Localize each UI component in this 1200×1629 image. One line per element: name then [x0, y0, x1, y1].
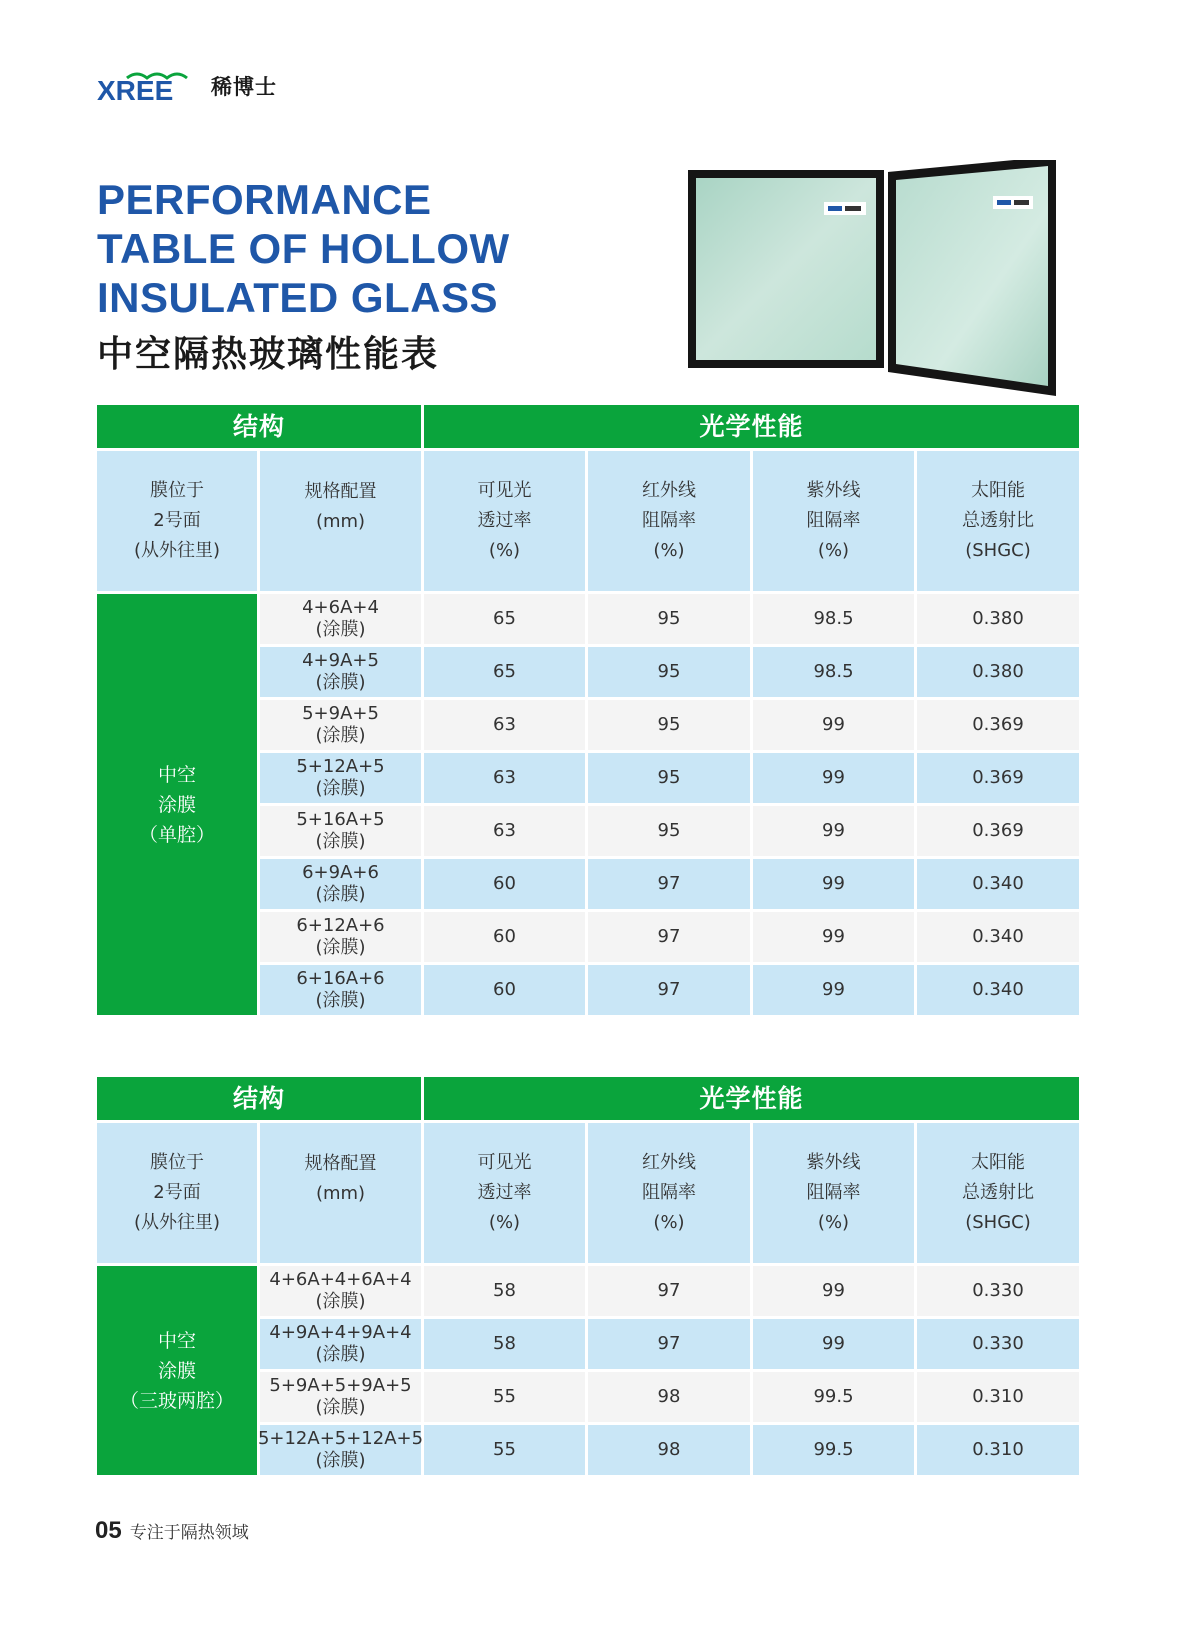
header-text: (%)	[817, 1212, 850, 1233]
header-text: 阻隔率	[806, 1182, 861, 1203]
group-label-text: 涂膜	[157, 1359, 196, 1382]
header-text: 红外线	[642, 480, 696, 501]
cell-ultraviolet: 98.5	[753, 594, 914, 644]
header-text: (从外往里)	[133, 1212, 221, 1233]
cell-spec	[257, 1425, 424, 1475]
cell-spec	[260, 965, 421, 1015]
cell-infrared: 98	[588, 1425, 750, 1475]
header-shgc	[917, 451, 1079, 591]
coat-text: (涂膜)	[315, 725, 366, 746]
coat-text: (涂膜)	[315, 990, 366, 1011]
header-text: (SHGC)	[965, 540, 1031, 561]
coat-text: (涂膜)	[315, 937, 366, 958]
cell-ultraviolet: 99	[753, 753, 914, 803]
header-text: 膜位于	[150, 480, 204, 501]
header-text: 透过率	[477, 510, 532, 531]
cell-ultraviolet: 99	[753, 912, 914, 962]
header-text: (%)	[653, 540, 685, 561]
header-text: 透过率	[477, 1182, 532, 1203]
cell-shgc: 0.330	[917, 1319, 1079, 1369]
cell-visible: 60	[424, 965, 585, 1015]
page-number: 05	[95, 1517, 122, 1544]
coat-text: (涂膜)	[315, 672, 366, 693]
header-text: (%)	[488, 1212, 521, 1233]
cell-ultraviolet: 99	[753, 1319, 914, 1369]
spec-text: 5+9A+5	[302, 703, 379, 724]
cell-shgc: 0.369	[917, 753, 1079, 803]
cell-shgc: 0.340	[917, 859, 1079, 909]
band-optical: 光学性能	[424, 405, 1079, 448]
cell-ultraviolet: 99	[753, 965, 914, 1015]
cell-spec	[260, 806, 421, 856]
header-film-position	[97, 1123, 257, 1263]
coat-text: (涂膜)	[315, 884, 366, 905]
page-title-cn: 中空隔热玻璃性能表	[97, 334, 440, 375]
header-text: 红外线	[642, 1152, 696, 1173]
header-ultraviolet	[753, 451, 914, 591]
header-text: 规格配置	[304, 481, 377, 502]
title-en-line-3: INSULATED GLASS	[97, 274, 499, 321]
footer-slogan: 专注于隔热领域	[129, 1523, 249, 1543]
spec-text: 5+16A+5	[296, 809, 385, 830]
spec-text: 5+9A+5+9A+5	[269, 1375, 412, 1396]
cell-shgc: 0.340	[917, 912, 1079, 962]
logo-wordmark: XREE	[97, 75, 174, 104]
coat-text: (涂膜)	[315, 831, 366, 852]
spec-text: 5+12A+5+12A+5	[257, 1428, 424, 1449]
cell-ultraviolet: 98.5	[753, 647, 914, 697]
performance-table-single-cavity	[97, 405, 1084, 1015]
cell-spec	[260, 753, 421, 803]
cell-infrared: 95	[588, 594, 750, 644]
header-text: (%)	[817, 540, 850, 561]
coat-text: (涂膜)	[315, 1344, 366, 1365]
cell-spec	[260, 594, 421, 644]
cell-infrared: 95	[588, 753, 750, 803]
header-text: 总透射比	[962, 510, 1034, 531]
coat-text: (涂膜)	[315, 1291, 366, 1312]
cell-infrared: 95	[588, 647, 750, 697]
header-text: 可见光	[477, 1152, 532, 1173]
page-title-en	[97, 176, 510, 323]
cell-infrared: 97	[588, 1266, 750, 1316]
spec-text: 5+12A+5	[296, 756, 385, 777]
header-text: (%)	[653, 1212, 685, 1233]
group-label-text: 中空	[157, 763, 196, 786]
cell-visible: 60	[424, 859, 585, 909]
header-text: (SHGC)	[965, 1212, 1031, 1233]
group-label-text: （三玻两腔）	[119, 1389, 234, 1412]
cell-infrared: 97	[588, 1319, 750, 1369]
cell-shgc: 0.330	[917, 1266, 1079, 1316]
spec-text: 6+12A+6	[296, 915, 385, 936]
cell-infrared: 97	[588, 912, 750, 962]
cell-infrared: 95	[588, 700, 750, 750]
cell-spec	[260, 912, 421, 962]
cell-infrared: 97	[588, 859, 750, 909]
header-text: (从外往里)	[133, 540, 221, 561]
brand-name-cn: 稀博士	[211, 75, 277, 99]
cell-visible: 58	[424, 1319, 585, 1369]
header-text: 膜位于	[150, 1152, 204, 1173]
cell-visible: 58	[424, 1266, 585, 1316]
header-spec	[260, 451, 421, 591]
spec-text: 4+6A+4	[302, 597, 379, 618]
header-text: 太阳能	[971, 480, 1025, 501]
cell-ultraviolet: 99.5	[753, 1372, 914, 1422]
cell-visible: 63	[424, 806, 585, 856]
header-shgc	[917, 1123, 1079, 1263]
group-label-single-cavity	[97, 594, 257, 1015]
header-infrared	[588, 451, 750, 591]
cell-ultraviolet: 99	[753, 1266, 914, 1316]
cell-shgc: 0.369	[917, 700, 1079, 750]
cell-visible: 55	[424, 1425, 585, 1475]
header-infrared	[588, 1123, 750, 1263]
cell-shgc: 0.310	[917, 1425, 1079, 1475]
header-text: 阻隔率	[642, 1182, 696, 1203]
band-structure: 结构	[97, 1077, 421, 1120]
cell-infrared: 95	[588, 806, 750, 856]
group-label-text: 中空	[157, 1329, 196, 1352]
band-optical: 光学性能	[424, 1077, 1079, 1120]
coat-text: (涂膜)	[315, 778, 366, 799]
header-text: 紫外线	[806, 1152, 861, 1173]
cell-shgc: 0.369	[917, 806, 1079, 856]
cell-ultraviolet: 99.5	[753, 1425, 914, 1475]
cell-visible: 65	[424, 647, 585, 697]
coat-text: (涂膜)	[315, 1450, 366, 1471]
spec-text: 6+16A+6	[296, 968, 385, 989]
group-label-triple-glazed	[97, 1266, 257, 1475]
cell-spec	[260, 1266, 421, 1316]
cell-spec	[260, 700, 421, 750]
coat-text: (涂膜)	[315, 619, 366, 640]
header-text: 2号面	[153, 1182, 201, 1203]
header-text: 阻隔率	[806, 510, 861, 531]
spec-text: 6+9A+6	[302, 862, 379, 883]
header-text: 2号面	[153, 510, 201, 531]
cell-spec	[260, 1319, 421, 1369]
header-text: 规格配置	[304, 1153, 377, 1174]
cell-shgc: 0.310	[917, 1372, 1079, 1422]
header-film-position	[97, 451, 257, 591]
header-text: 紫外线	[806, 480, 861, 501]
group-label-text: 涂膜	[157, 793, 196, 816]
cell-visible: 63	[424, 753, 585, 803]
cell-ultraviolet: 99	[753, 859, 914, 909]
cell-visible: 65	[424, 594, 585, 644]
spec-text: 4+9A+5	[302, 650, 379, 671]
cell-spec	[260, 647, 421, 697]
spec-text: 4+9A+4+9A+4	[269, 1322, 412, 1343]
cell-ultraviolet: 99	[753, 700, 914, 750]
header-text: (mm)	[315, 511, 366, 532]
header-spec	[260, 1123, 421, 1263]
title-en-line-2: TABLE OF HOLLOW	[97, 225, 510, 272]
coat-text: (涂膜)	[315, 1397, 366, 1418]
header-text: 总透射比	[962, 1182, 1034, 1203]
header-text: (%)	[488, 540, 521, 561]
header-text: 阻隔率	[642, 510, 696, 531]
group-label-text: （单腔）	[138, 823, 215, 846]
cell-spec	[260, 1372, 421, 1422]
page-footer	[95, 1517, 249, 1545]
cell-shgc: 0.380	[917, 647, 1079, 697]
cell-infrared: 97	[588, 965, 750, 1015]
brand-logo	[97, 66, 277, 106]
spec-text: 4+6A+4+6A+4	[269, 1269, 412, 1290]
cell-shgc: 0.340	[917, 965, 1079, 1015]
band-structure: 结构	[97, 405, 421, 448]
performance-table-triple-glazed	[97, 1077, 1084, 1475]
cell-spec	[260, 859, 421, 909]
cell-visible: 55	[424, 1372, 585, 1422]
header-text: 太阳能	[971, 1152, 1025, 1173]
insulated-glass-product-image	[688, 160, 1078, 420]
cell-visible: 60	[424, 912, 585, 962]
header-visible-light	[424, 1123, 585, 1263]
xree-logo-icon	[97, 68, 205, 104]
header-text: 可见光	[477, 480, 532, 501]
header-visible-light	[424, 451, 585, 591]
title-en-line-1: PERFORMANCE	[97, 176, 432, 223]
header-ultraviolet	[753, 1123, 914, 1263]
cell-shgc: 0.380	[917, 594, 1079, 644]
cell-infrared: 98	[588, 1372, 750, 1422]
cell-ultraviolet: 99	[753, 806, 914, 856]
cell-visible: 63	[424, 700, 585, 750]
header-text: (mm)	[315, 1183, 366, 1204]
